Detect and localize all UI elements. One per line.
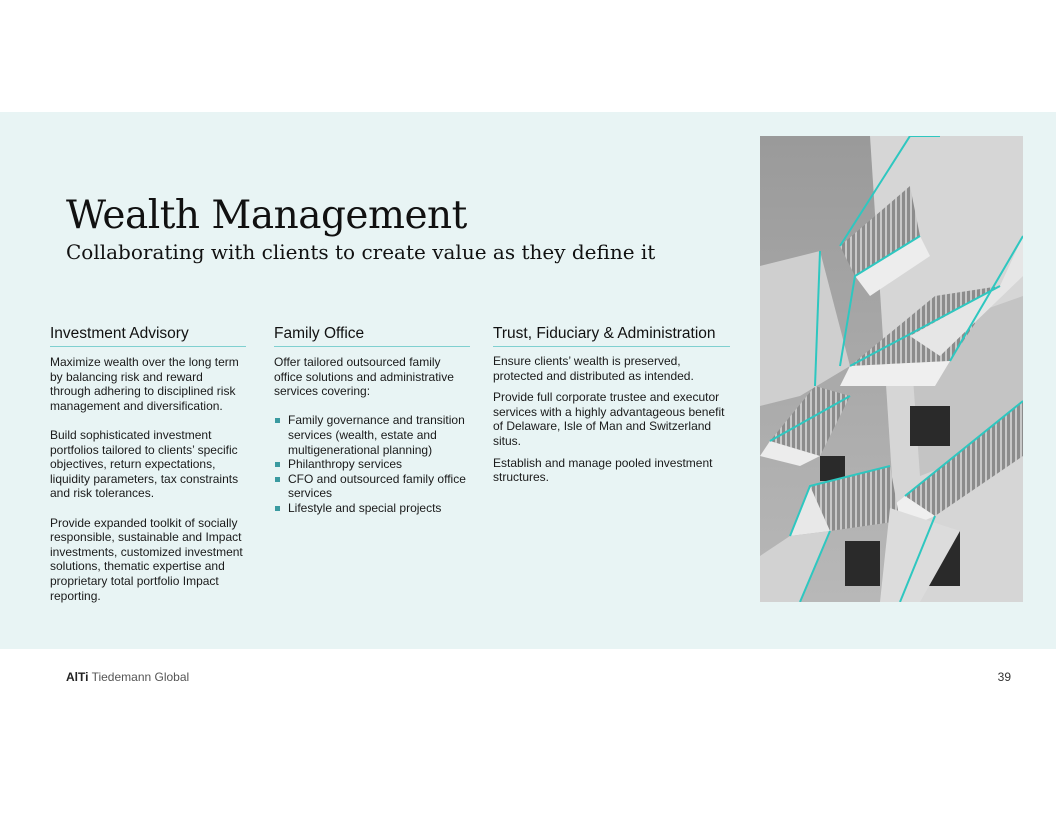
- investment-advisory-heading: Investment Advisory: [50, 325, 246, 347]
- investment-advisory-column: [50, 325, 246, 603]
- trust-fiduciary-heading: Trust, Fiduciary & Administration: [493, 325, 730, 347]
- footer-brand: [66, 670, 189, 684]
- page-subtitle: Collaborating with clients to create value as they define it: [66, 240, 656, 264]
- page-title: Wealth Management: [66, 193, 467, 238]
- list-item: Family governance and transition services (wealth, estate and multigenerational planning): [274, 413, 470, 457]
- brand-name: Tiedemann Global: [91, 670, 190, 684]
- brand-logo-mark: AlTi: [66, 670, 89, 684]
- bullet-square-icon: [275, 462, 280, 467]
- bullet-square-icon: [275, 477, 280, 482]
- list-item: Philanthropy services: [274, 457, 470, 472]
- page-number: 39: [997, 670, 1011, 684]
- trust-fiduciary-paragraph: Establish and manage pooled investment structures.: [493, 455, 713, 485]
- bullet-square-icon: [275, 418, 280, 423]
- list-item: Lifestyle and special projects: [274, 501, 470, 516]
- trust-fiduciary-column: [493, 325, 730, 485]
- building-facade-photo: [760, 136, 1023, 602]
- family-office-heading: Family Office: [274, 325, 470, 347]
- investment-advisory-paragraph: Provide expanded toolkit of socially responsible, sustainable and Impact investments, customized investment solutions, thematic expertise and proprietary total portfolio Impact reporting.: [50, 515, 243, 603]
- investment-advisory-paragraph: Maximize wealth over the long term by balancing risk and reward through adhering to disciplined risk management and diversification.: [50, 355, 239, 413]
- family-office-intro: Offer tailored outsourced family office solutions and administrative services covering:: [274, 355, 454, 399]
- family-office-column: [274, 325, 470, 516]
- trust-fiduciary-paragraph: Ensure clients’ wealth is preserved, protected and distributed as intended.: [493, 354, 694, 383]
- family-office-list: [274, 413, 470, 515]
- investment-advisory-paragraph: Build sophisticated investment portfolios tailored to clients’ specific objectives, return expectations, liquidity parameters, tax constraints and risk tolerances.: [50, 427, 239, 501]
- trust-fiduciary-paragraph: Provide full corporate trustee and executor services with a highly advantageous benefit of Delaware, Isle of Man and Switzerland situs.: [493, 390, 725, 448]
- bullet-square-icon: [275, 506, 280, 511]
- list-item: CFO and outsourced family office services: [274, 472, 470, 501]
